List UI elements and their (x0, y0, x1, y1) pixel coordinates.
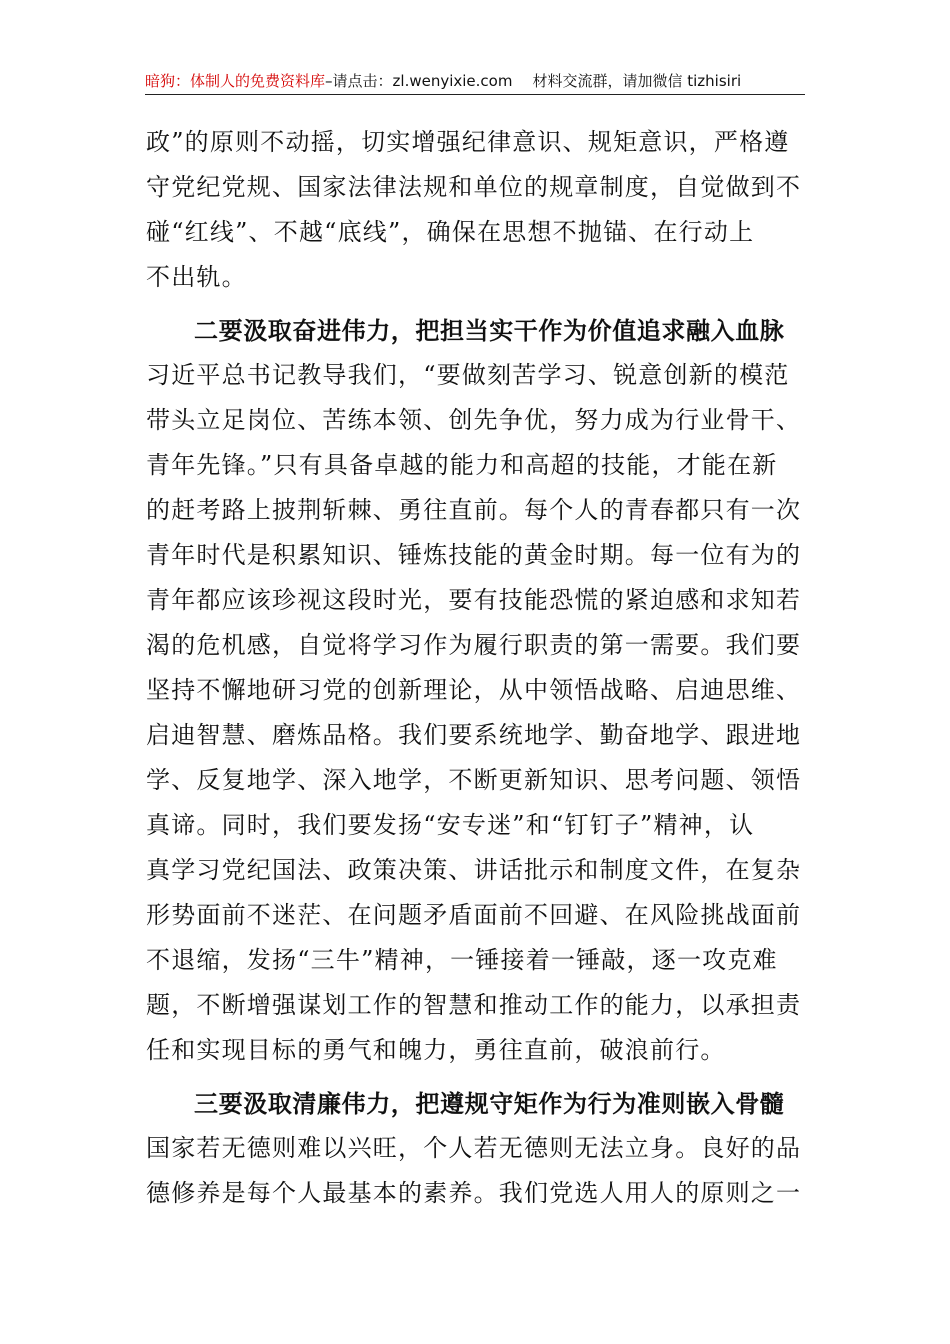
page-header (145, 70, 805, 92)
text-line: 习近平总书记教导我们，“要做刻苦学习、锐意创新的模范 (146, 361, 790, 389)
paragraph-2 (146, 353, 808, 1073)
text-line: 坚持不懈地研习党的创新理论，从中领悟战略、启迪思维、 (146, 676, 802, 704)
text-line: 渴的危机感，自觉将学习作为履行职责的第一需要。我们要 (146, 631, 802, 659)
text-line: 任和实现目标的勇气和魄力，勇往直前，破浪前行。 (146, 1036, 726, 1064)
text-line: 守党纪党规、国家法律法规和单位的规章制度，自觉做到不 (146, 173, 802, 201)
paragraph-3 (146, 1126, 808, 1216)
text-line: 政”的原则不动摇，切实增强纪律意识、规矩意识，严格遵 (146, 128, 790, 156)
text-line: 启迪智慧、磨炼品格。我们要系统地学、勤奋地学、跟进地 (146, 721, 802, 749)
header-contact: 材料交流群，请加微信 tizhisiri (532, 72, 742, 90)
header-divider (145, 94, 805, 95)
section-heading-2: 二要汲取奋进伟力，把担当实干作为价值追求融入血脉 (194, 316, 785, 345)
text-line: 真学习党纪国法、政策决策、讲话批示和制度文件，在复杂 (146, 856, 802, 884)
text-line: 真谛。同时，我们要发扬“安专迷”和“钉钉子”精神，认 (146, 811, 755, 839)
paragraph-1 (146, 120, 808, 300)
text-line: 不退缩，发扬“三牛”精神，一锤接着一锤敲，逐一攻克难 (146, 946, 778, 974)
text-line: 碰“红线”、不越“底线”，确保在思想不抛锚、在行动上 (146, 218, 755, 246)
text-line: 国家若无德则难以兴旺，个人若无德则无法立身。良好的品 (146, 1134, 802, 1162)
text-line: 题，不断增强谋划工作的智慧和推动工作的能力，以承担责 (146, 991, 802, 1019)
text-line: 青年时代是积累知识、锤炼技能的黄金时期。每一位有为的 (146, 541, 802, 569)
document-body (146, 120, 808, 1216)
text-line: 德修养是每个人最基本的素养。我们党选人用人的原则之一 (146, 1179, 802, 1207)
text-line: 的赶考路上披荆斩棘、勇往直前。每个人的青春都只有一次 (146, 496, 802, 524)
header-url-link[interactable]: zl.wenyixie.com (392, 72, 513, 90)
text-line: 带头立足岗位、苦练本领、创先争优，努力成为行业骨干、 (146, 406, 802, 434)
section-heading-3: 三要汲取清廉伟力，把遵规守矩作为行为准则嵌入骨髓 (194, 1089, 785, 1118)
text-line: 学、反复地学、深入地学，不断更新知识、思考问题、领悟 (146, 766, 802, 794)
text-line: 青年都应该珍视这段时光，要有技能恐慌的紧迫感和求知若 (146, 586, 802, 614)
header-prompt: –请点击： (325, 72, 393, 90)
header-brand: 暗狗：体制人的免费资料库 (145, 72, 326, 90)
text-line: 形势面前不迷茫、在问题矛盾面前不回避、在风险挑战面前 (146, 901, 802, 929)
text-line: 不出轨。 (146, 263, 247, 291)
text-line: 青年先锋。”只有具备卓越的能力和高超的技能，才能在新 (146, 451, 778, 479)
